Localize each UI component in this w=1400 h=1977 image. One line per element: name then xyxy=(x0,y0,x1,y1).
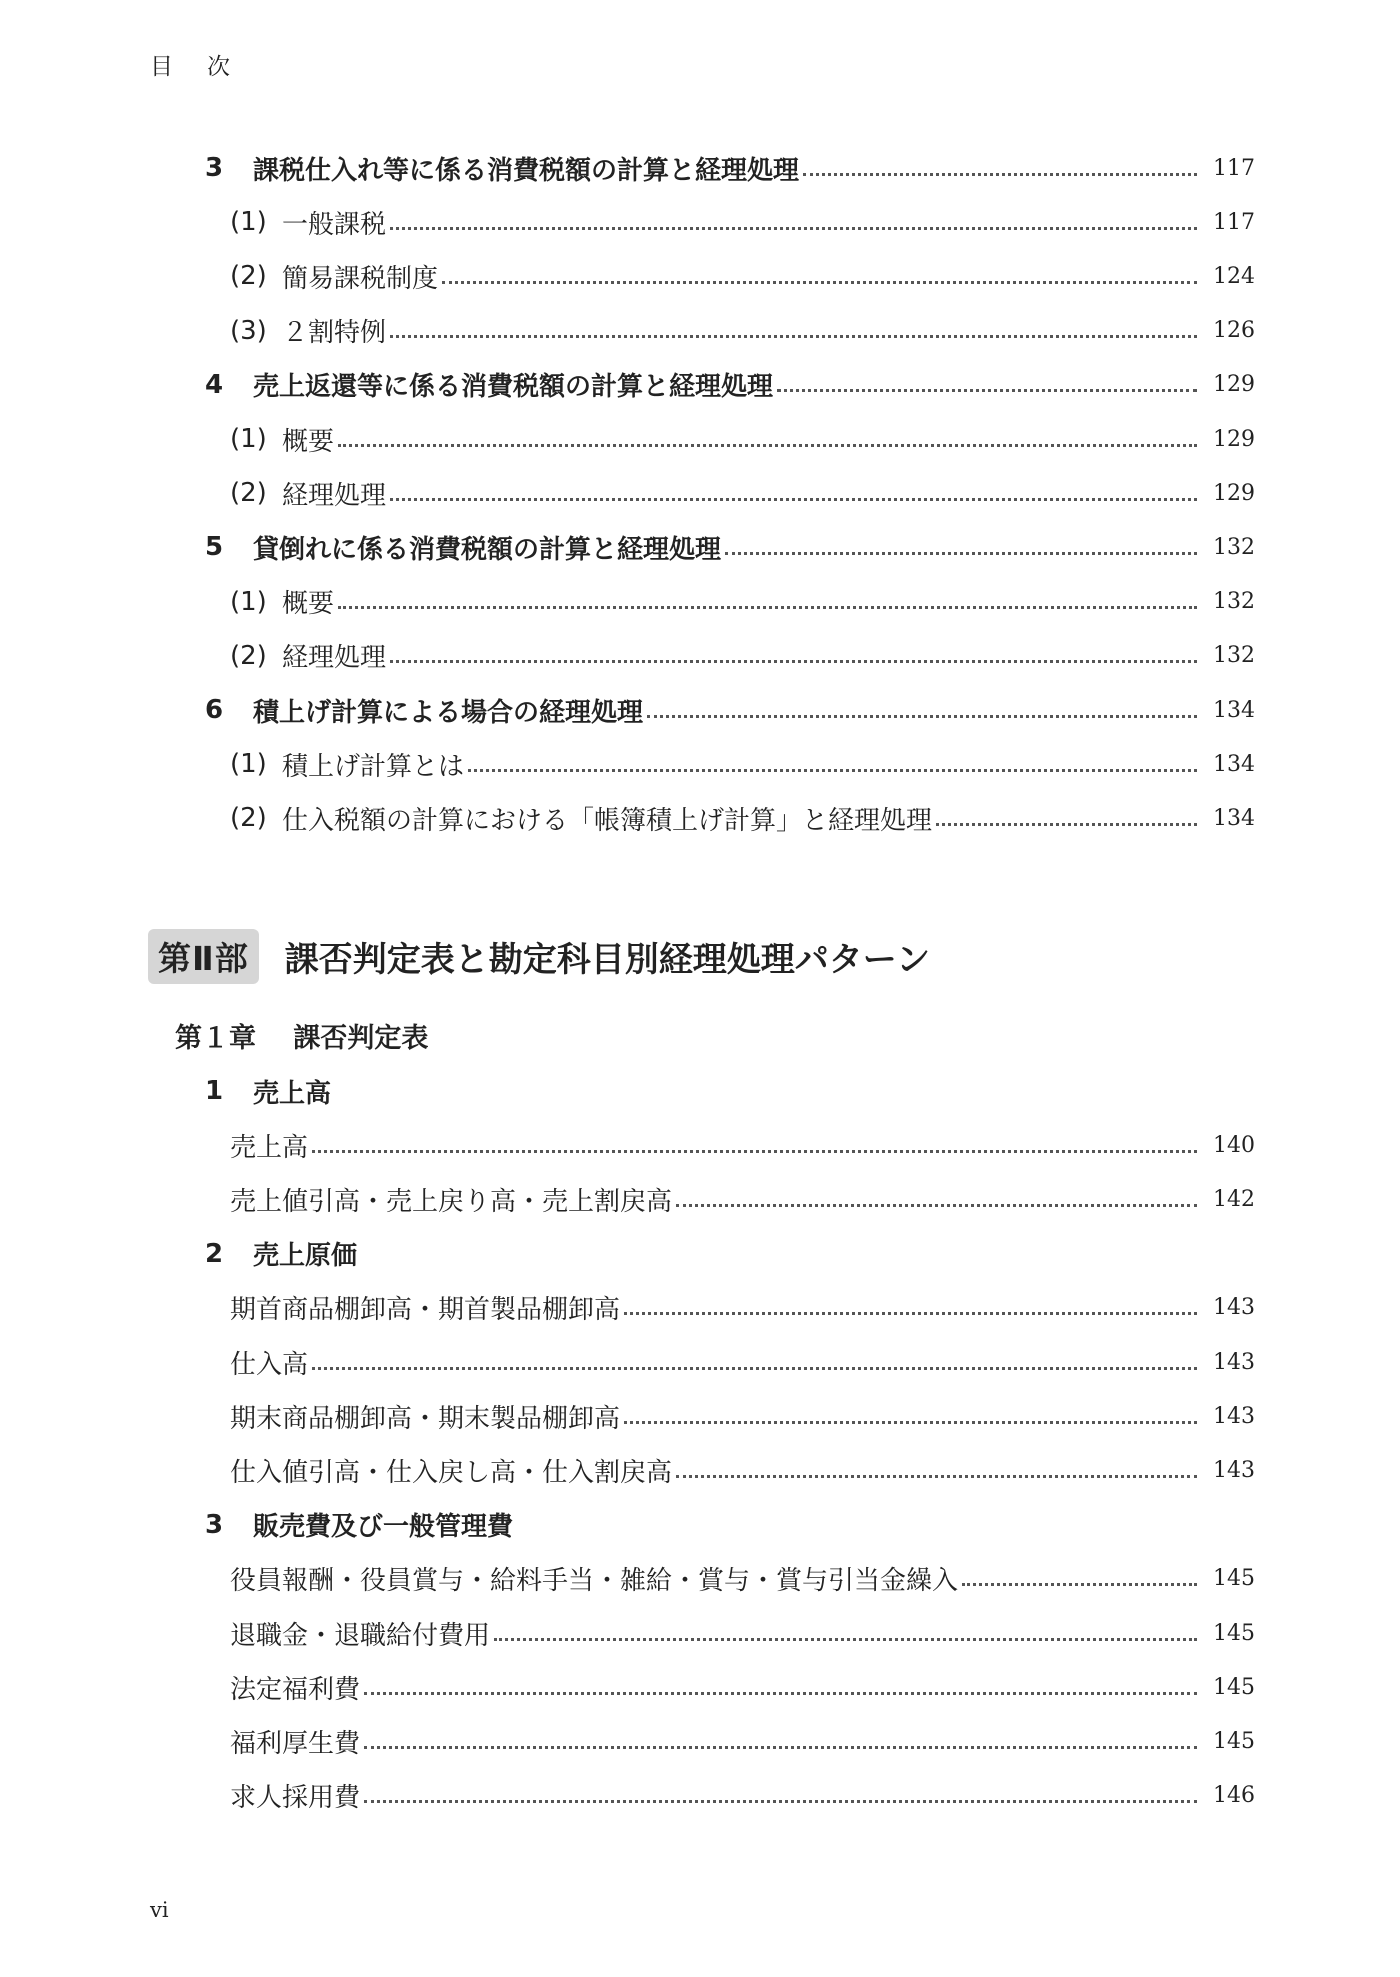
chapter-heading xyxy=(175,1016,428,1055)
part-heading xyxy=(148,928,930,984)
toc-entry-number: (3) xyxy=(230,315,267,346)
toc-entry-page: 117 xyxy=(1213,209,1255,235)
toc-entry-title: 仕入値引高・仕入戻し高・仕入割戻高 xyxy=(230,1457,673,1488)
toc-entry-number: 1 xyxy=(205,1076,224,1106)
toc-entry-title: 売上返還等に係る消費税額の計算と経理処理 xyxy=(253,372,774,403)
toc-entry xyxy=(205,1073,331,1109)
toc-entry-title: 販売費及び一般管理費 xyxy=(253,1512,514,1543)
toc-entry-number: 3 xyxy=(205,153,224,183)
toc-entry-page: 134 xyxy=(1213,751,1255,777)
dot-leader xyxy=(312,1150,1197,1153)
toc-entry xyxy=(205,367,1255,403)
dot-leader xyxy=(676,1204,1197,1207)
toc-entry-title: 経理処理 xyxy=(282,643,387,674)
dot-leader xyxy=(936,823,1197,826)
toc-entry-page: 132 xyxy=(1213,589,1255,615)
toc-entry-title: 仕入税額の計算における「帳簿積上げ計算」と経理処理 xyxy=(282,805,933,836)
toc-entry-number: (1) xyxy=(230,424,267,454)
toc-entry-page: 142 xyxy=(1213,1186,1255,1212)
toc-entry-page: 143 xyxy=(1213,1295,1255,1321)
dot-leader xyxy=(725,552,1197,555)
toc-entry-title: 期首商品棚卸高・期首製品棚卸高 xyxy=(230,1295,621,1326)
toc-entry xyxy=(230,1290,1255,1326)
toc-entry xyxy=(205,529,1255,565)
toc-entry-number: (2) xyxy=(230,640,267,671)
dot-leader xyxy=(390,227,1197,230)
toc-entry-title: 求人採用費 xyxy=(230,1783,361,1814)
toc-entry xyxy=(230,1452,1255,1488)
toc-entry xyxy=(230,258,1255,294)
toc-entry-number: 4 xyxy=(205,369,224,400)
part-title: 課否判定表と勘定科目別経理処理パターン xyxy=(284,939,931,980)
toc-entry-title: 仕入高 xyxy=(230,1349,309,1380)
toc-entry-title: 概要 xyxy=(282,589,335,620)
dot-leader xyxy=(390,660,1197,663)
toc-entry-page: 145 xyxy=(1213,1728,1255,1754)
toc-entry-page: 145 xyxy=(1213,1620,1255,1646)
dot-leader xyxy=(676,1475,1197,1478)
toc-entry-number: (2) xyxy=(230,261,267,292)
toc-entry-number: 3 xyxy=(205,1509,224,1540)
toc-entry-page: 124 xyxy=(1213,263,1255,289)
toc-entry xyxy=(230,1615,1255,1651)
dot-leader xyxy=(494,1638,1197,1641)
toc-entry xyxy=(230,1669,1255,1705)
toc-entry-number: (2) xyxy=(230,478,267,509)
dot-leader xyxy=(390,335,1197,338)
toc-entry xyxy=(230,1127,1255,1163)
dot-leader xyxy=(624,1312,1197,1315)
dot-leader xyxy=(312,1367,1197,1370)
dot-leader xyxy=(364,1800,1197,1803)
toc-entry-page: 145 xyxy=(1213,1674,1255,1700)
dot-leader xyxy=(338,606,1197,609)
toc-entry xyxy=(230,421,1255,457)
toc-entry xyxy=(230,1723,1255,1759)
toc-entry xyxy=(230,204,1255,240)
toc-entry xyxy=(230,800,1255,836)
toc-entry-page: 129 xyxy=(1213,372,1255,398)
dot-leader xyxy=(777,389,1197,392)
toc-entry-page: 143 xyxy=(1213,1457,1255,1483)
toc-entry-number: (1) xyxy=(230,749,267,780)
toc-entry-number: (1) xyxy=(230,207,267,238)
dot-leader xyxy=(364,1692,1197,1695)
toc-entry-page: 132 xyxy=(1213,643,1255,669)
toc-entry-title: 概要 xyxy=(282,426,335,457)
toc-entry-number: (2) xyxy=(230,803,267,834)
toc-entry-number: (1) xyxy=(230,586,267,617)
dot-leader xyxy=(962,1583,1197,1586)
dot-leader xyxy=(364,1746,1197,1749)
toc-entry-title: ２割特例 xyxy=(282,318,387,349)
toc-entry-title: 売上値引高・売上戻り高・売上割戻高 xyxy=(230,1186,673,1217)
toc-entry-page: 134 xyxy=(1213,805,1255,831)
toc-entry xyxy=(230,475,1255,511)
dot-leader xyxy=(624,1421,1197,1424)
toc-entry xyxy=(230,1181,1255,1217)
toc-entry xyxy=(205,1236,357,1272)
toc-entry-title: 売上原価 xyxy=(253,1241,358,1272)
toc-entry xyxy=(230,313,1255,349)
toc-entry-title: 課税仕入れ等に係る消費税額の計算と経理処理 xyxy=(253,155,800,186)
toc-entry-title: 一般課税 xyxy=(282,209,387,240)
toc-entry-page: 146 xyxy=(1213,1783,1255,1809)
toc-entry-page: 126 xyxy=(1213,318,1255,344)
toc-entry xyxy=(230,584,1255,620)
toc-entry xyxy=(230,1778,1255,1814)
dot-leader xyxy=(468,769,1197,772)
toc-entry-title: 経理処理 xyxy=(282,480,387,511)
toc-entry xyxy=(230,1398,1255,1434)
toc-entry-title: 法定福利費 xyxy=(230,1674,361,1705)
toc-entry-page: 143 xyxy=(1213,1349,1255,1375)
toc-entry-page: 129 xyxy=(1213,480,1255,506)
dot-leader xyxy=(647,715,1197,718)
dot-leader xyxy=(803,173,1197,176)
toc-entry-page: 134 xyxy=(1213,697,1255,723)
toc-entry-page: 145 xyxy=(1213,1566,1255,1592)
toc-entry xyxy=(205,1507,513,1543)
part-label: 第Ⅱ部 xyxy=(148,929,259,984)
dot-leader xyxy=(442,281,1197,284)
toc-entry-title: 貸倒れに係る消費税額の計算と経理処理 xyxy=(253,534,722,565)
toc-entry xyxy=(230,1561,1255,1597)
toc-entry-title: 売上高 xyxy=(253,1078,332,1109)
page-number: vi xyxy=(150,1898,169,1922)
toc-entry-title: 期末商品棚卸高・期末製品棚卸高 xyxy=(230,1403,621,1434)
toc-entry-title: 役員報酬・役員賞与・給料手当・雑給・賞与・賞与引当金繰入 xyxy=(230,1566,959,1597)
toc-entry-title: 積上げ計算とは xyxy=(282,751,465,782)
dot-leader xyxy=(338,444,1197,447)
running-head: 目次 xyxy=(150,54,264,80)
toc-entry-number: 6 xyxy=(205,695,224,725)
toc-entry xyxy=(205,150,1255,186)
toc-entry-page: 143 xyxy=(1213,1403,1255,1429)
toc-entry xyxy=(230,638,1255,674)
toc-entry xyxy=(230,1344,1255,1380)
toc-entry-title: 簡易課税制度 xyxy=(282,263,439,294)
toc-entry xyxy=(230,746,1255,782)
dot-leader xyxy=(390,498,1197,501)
toc-entry-number: 5 xyxy=(205,532,224,563)
toc-entry-title: 福利厚生費 xyxy=(230,1728,361,1759)
toc-entry xyxy=(205,692,1255,728)
toc-entry-title: 積上げ計算による場合の経理処理 xyxy=(253,697,644,728)
toc-entry-page: 129 xyxy=(1213,426,1255,452)
toc-entry-page: 140 xyxy=(1213,1132,1255,1158)
toc-entry-page: 117 xyxy=(1213,155,1255,181)
toc-entry-title: 退職金・退職給付費用 xyxy=(230,1620,491,1651)
chapter-title: 課否判定表 xyxy=(293,1023,429,1054)
toc-entry-number: 2 xyxy=(205,1238,224,1269)
chapter-label: 第１章 xyxy=(175,1023,256,1054)
toc-entry-page: 132 xyxy=(1213,534,1255,560)
toc-entry-title: 売上高 xyxy=(230,1132,309,1163)
